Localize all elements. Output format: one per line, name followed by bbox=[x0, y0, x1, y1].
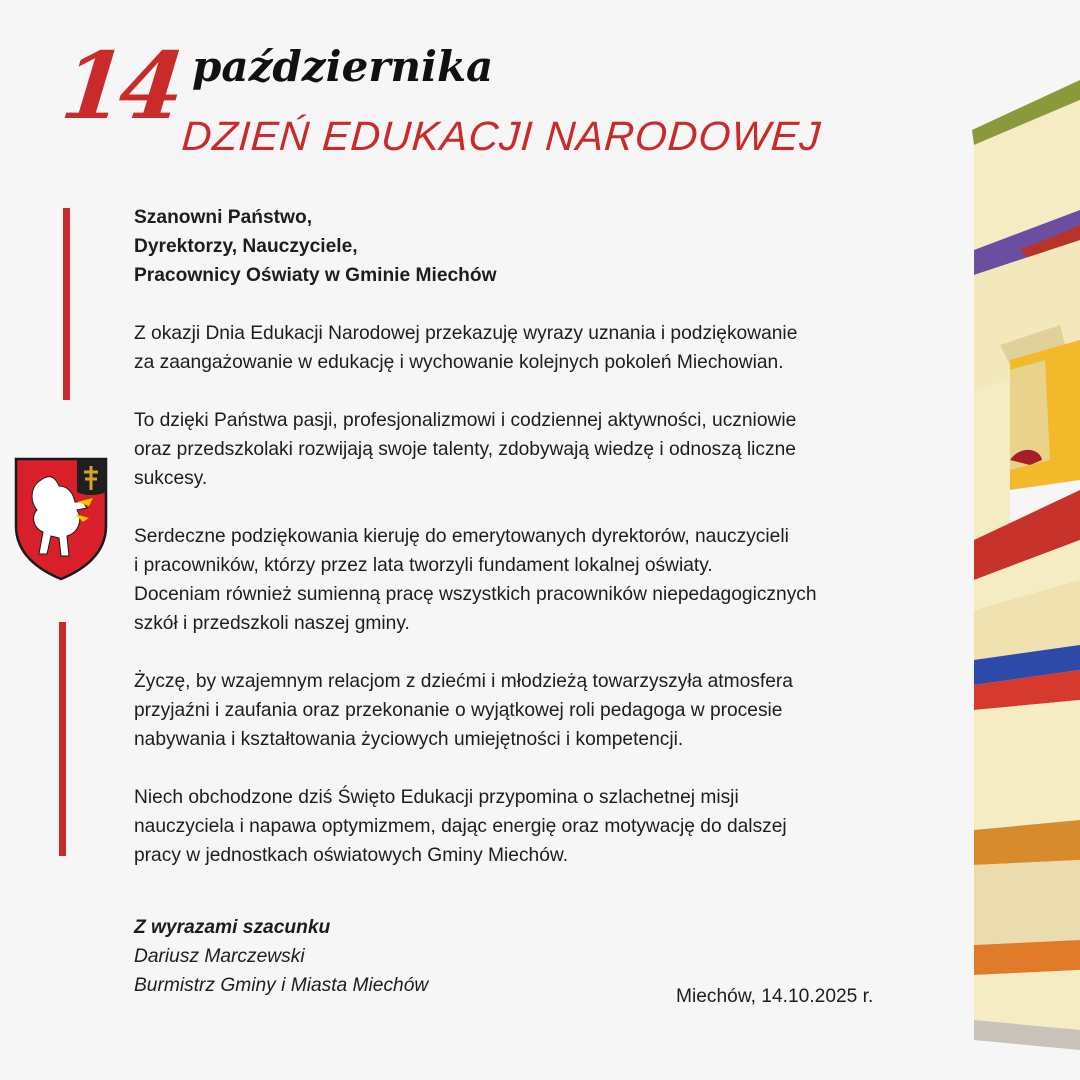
paragraph-2 bbox=[134, 406, 944, 493]
greeting bbox=[134, 203, 944, 290]
text-line: nabywania i kształtowania życiowych umiejętności i kompetencji. bbox=[134, 729, 684, 750]
month-label: października bbox=[192, 42, 494, 91]
signature-role: Burmistrz Gminy i Miasta Miechów bbox=[134, 975, 429, 996]
text-line: Z okazji Dnia Edukacji Narodowej przekazuję wyrazy uznania i podziękowanie bbox=[134, 323, 798, 344]
paragraph-5 bbox=[134, 783, 944, 870]
place-date: Miechów, 14.10.2025 r. bbox=[676, 986, 874, 1007]
day-number: 14 bbox=[56, 32, 184, 140]
greeting-line: Dyrektorzy, Nauczyciele, bbox=[134, 236, 358, 257]
text-line: Serdeczne podziękowania kieruję do emerytowanych dyrektorów, nauczycieli bbox=[134, 526, 789, 547]
letter-body bbox=[134, 203, 944, 899]
accent-bar-bottom bbox=[59, 622, 66, 856]
text-line: przyjaźni i zaufania oraz przekonanie o wyjątkowej roli pedagoga w procesie bbox=[134, 700, 783, 721]
text-line: oraz przedszkolaki rozwijają swoje talenty, zdobywają wiedzę i odnoszą liczne bbox=[134, 439, 796, 460]
books-stack-illustration bbox=[970, 60, 1080, 1060]
griffin-coat-of-arms-icon bbox=[13, 456, 109, 582]
paragraph-3 bbox=[134, 522, 944, 638]
text-line: za zaangażowanie w edukację i wychowanie kolejnych pokoleń Miechowian. bbox=[134, 352, 784, 373]
greeting-line: Szanowni Państwo, bbox=[134, 207, 313, 228]
signature-closing: Z wyrazami szacunku bbox=[134, 917, 331, 938]
headline: DZIEŃ EDUKACJI NARODOWEJ bbox=[180, 113, 823, 159]
text-line: i pracowników, którzy przez lata tworzyli fundament lokalnej oświaty. bbox=[134, 555, 713, 576]
signature-block bbox=[134, 913, 428, 1000]
text-line: szkół i przedszkoli naszej gminy. bbox=[134, 613, 410, 634]
signature-name: Dariusz Marczewski bbox=[134, 946, 305, 967]
text-line: pracy w jednostkach oświatowych Gminy Miechów. bbox=[134, 845, 569, 866]
text-line: Doceniam również sumienną pracę wszystkich pracowników niepedagogicznych bbox=[134, 584, 817, 605]
paragraph-1 bbox=[134, 319, 944, 377]
text-line: nauczyciela i napawa optymizmem, dając energię oraz motywację do dalszej bbox=[134, 816, 787, 837]
text-line: Niech obchodzone dziś Święto Edukacji przypomina o szlachetnej misji bbox=[134, 787, 739, 808]
text-line: sukcesy. bbox=[134, 468, 208, 489]
text-line: To dzięki Państwa pasji, profesjonalizmowi i codziennej aktywności, uczniowie bbox=[134, 410, 797, 431]
accent-bar-top bbox=[63, 208, 70, 400]
greeting-line: Pracownicy Oświaty w Gminie Miechów bbox=[134, 265, 497, 286]
paragraph-4 bbox=[134, 667, 944, 754]
text-line: Życzę, by wzajemnym relacjom z dziećmi i młodzieżą towarzyszyła atmosfera bbox=[134, 671, 793, 692]
